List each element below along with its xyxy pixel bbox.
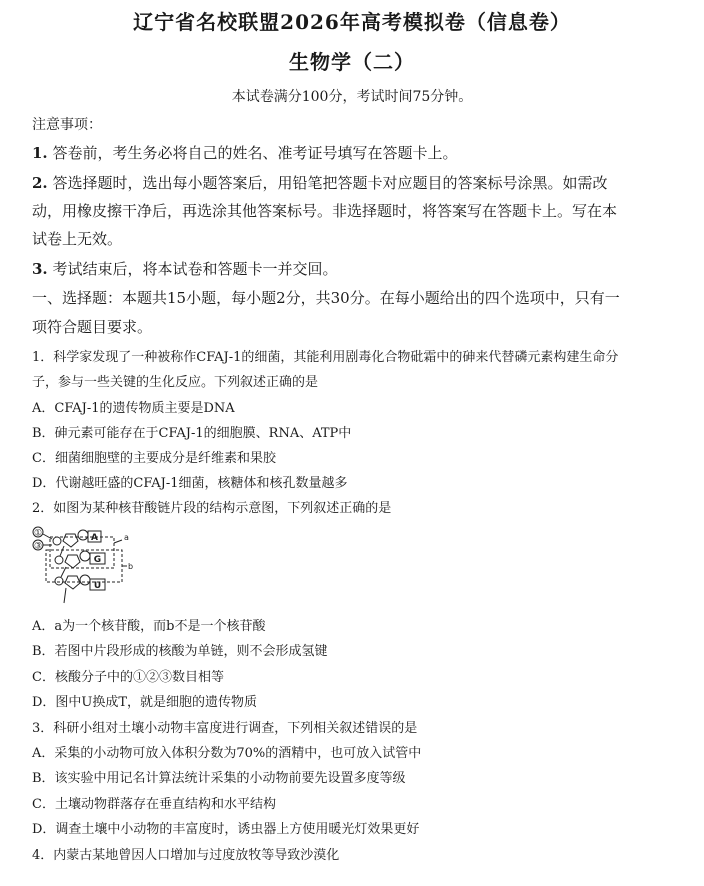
question-2-stem: 2．如图为某种核苷酸链片段的结构示意图，下列叙述正确的是 — [32, 501, 392, 516]
notice-item-text: 答选择题时，选出每小题答案后，用铅笔把答题卡对应题目的答案标号涂黑。如需改 — [52, 174, 608, 192]
notice-item-2 — [32, 172, 607, 193]
question-1-option-a: A．CFAJ-1的遗传物质主要是DNA — [32, 401, 235, 416]
phosphate-circle — [55, 556, 63, 564]
circle-label-3: ③ — [33, 541, 43, 552]
base-label-a: A — [91, 533, 98, 543]
notice-item-2-line3: 试卷上无效。 — [32, 230, 123, 248]
exam-info: 本试卷满分100分，考试时间75分钟。 — [231, 89, 473, 105]
base-label-g: G — [93, 555, 102, 565]
base-circle — [80, 575, 90, 585]
question-3-option-a: A．采集的小动物可放入体积分数为70%的酒精中，也可放入试管中 — [32, 746, 422, 761]
question-3-stem: 3．科研小组对土壤小动物丰富度进行调查，下列相关叙述错误的是 — [32, 721, 418, 736]
question-1-option-d: D．代谢越旺盛的CFAJ-1细菌，核糖体和核孔数量越多 — [32, 476, 348, 491]
notice-item-number: 2. — [32, 174, 48, 192]
box-label-a: a — [124, 533, 129, 542]
base-circle — [78, 530, 88, 540]
notice-item-3 — [32, 258, 337, 279]
notice-item-number: 3. — [32, 260, 48, 278]
base-label-u: U — [93, 581, 102, 591]
question-1-stem: 1．科学家发现了一种被称作CFAJ-1的细菌，其能利用剧毒化合物砒霜中的砷来代替磷元素构建生命分 — [32, 350, 619, 365]
question-2-option-d: D．图中U换成T，就是细胞的遗传物质 — [32, 695, 258, 710]
nucleotide-chain-diagram — [30, 523, 134, 607]
phosphate-circle — [55, 577, 63, 585]
exam-title: 辽宁省名校联盟2026年高考模拟卷（信息卷） — [133, 10, 571, 34]
phosphate-circle — [53, 537, 61, 545]
section-heading: 一、选择题：本题共15小题，每小题2分，共30分。在每小题给出的四个选项中，只有一 — [32, 289, 620, 307]
question-1-option-c: C．细菌细胞壁的主要成分是纤维素和果胶 — [32, 451, 276, 466]
question-2-option-b: B．若图中片段形成的核酸为单链，则不会形成氢键 — [32, 644, 328, 659]
notice-item-1 — [32, 142, 457, 163]
notice-item-text: 答卷前，考生务必将自己的姓名、准考证号填写在答题卡上。 — [52, 144, 458, 162]
base-circle — [80, 551, 90, 561]
notice-heading: 注意事项： — [32, 117, 102, 133]
exam-subtitle: 生物学（二） — [289, 50, 415, 74]
question-3-option-b: B．该实验中用记名计算法统计采集的小动物前要先设置多度等级 — [32, 771, 406, 786]
question-3-option-c: C．土壤动物群落存在垂直结构和水平结构 — [32, 797, 276, 812]
question-1-option-b: B．砷元素可能存在于CFAJ-1的细胞膜、RNA、ATP中 — [32, 426, 352, 441]
sugar-pentagon — [63, 534, 78, 547]
question-1-stem-line2: 子，参与一些关键的生化反应。下列叙述正确的是 — [32, 375, 319, 390]
notice-item-text: 考试结束后，将本试卷和答题卡一并交回。 — [52, 260, 338, 278]
question-3-option-d: D．调查土壤中小动物的丰富度时，诱虫器上方使用暖光灯效果更好 — [32, 822, 420, 837]
question-2-option-c: C．核酸分子中的①②③数目相等 — [32, 670, 224, 685]
question-4-stem: 4．内蒙古某地曾因人口增加与过度放牧等导致沙漠化 — [32, 848, 340, 863]
notice-item-2-line2: 动，用橡皮擦干净后，再选涂其他答案标号。非选择题时，将答案写在答题卡上。写在本 — [32, 202, 618, 220]
sugar-pentagon — [65, 555, 80, 568]
box-label-b: b — [128, 562, 134, 571]
circle-label-1: ① — [33, 528, 43, 539]
notice-item-number: 1. — [32, 144, 48, 162]
section-heading-line2: 项符合题目要求。 — [32, 318, 153, 336]
question-2-option-a: A．a为一个核苷酸，而b不是一个核苷酸 — [32, 619, 266, 634]
